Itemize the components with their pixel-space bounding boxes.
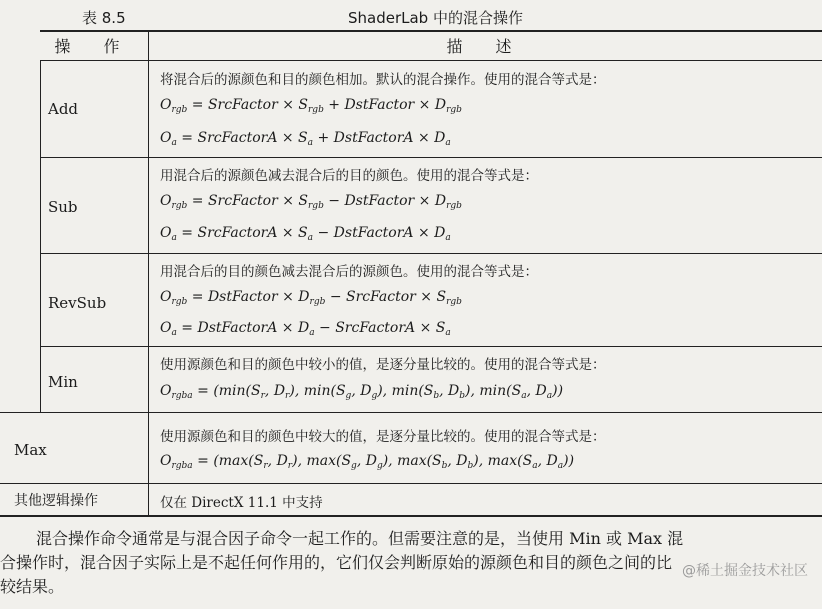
op-name: Max	[14, 441, 47, 459]
table-row-other	[0, 484, 822, 516]
table-bottom-rule	[0, 515, 822, 517]
op-description: 用混合后的源颜色减去混合后的目的颜色。使用的混合等式是：	[160, 168, 538, 184]
op-description: 使用源颜色和目的颜色中较大的值，是逐分量比较的。使用的混合等式是：	[160, 429, 606, 445]
formula-rgba: $O_{rgba} = (\max(S_r$, $D_r$), $\max(S_g$, $D_g$), $\max(S_b$, $D_b$), $\max(S_a$, $D_a$))	[160, 453, 575, 471]
op-description: 将混合后的源颜色和目的颜色相加。默认的混合操作。使用的混合等式是：	[160, 72, 606, 88]
op-name: 其他逻辑操作	[14, 493, 98, 509]
table-top-rule	[40, 30, 822, 32]
formula-alpha: $O_a$ = SrcFactorA × $S_a$ + DstFactorA × $D_a$	[160, 130, 451, 148]
paragraph-line: 混合操作命令通常是与混合因子命令一起工作的。但需要注意的是，当使用 Min 或 Max 混	[36, 529, 684, 548]
op-description: 使用源颜色和目的颜色中较小的值，是逐分量比较的。使用的混合等式是：	[160, 357, 606, 373]
table-row-max	[0, 413, 822, 483]
op-name: Add	[48, 100, 79, 118]
formula-rgb: $O_{rgb}$ = SrcFactor × $S_{rgb}$ + DstFactor × $D_{rgb}$	[160, 97, 462, 115]
op-name: RevSub	[48, 294, 107, 312]
table-row-revsub	[0, 254, 822, 347]
table-number: 表 8.5	[82, 9, 126, 27]
table-caption	[0, 6, 822, 28]
op-description: 仅在 DirectX 11.1 中支持	[160, 495, 323, 511]
header-operation: 操 作	[54, 37, 134, 56]
header-description: 描 述	[446, 37, 526, 56]
op-name: Min	[48, 373, 78, 391]
watermark: @稀土掘金技术社区	[682, 563, 808, 579]
table-row-add	[0, 60, 822, 158]
table-row-sub	[0, 158, 822, 254]
formula-rgb: $O_{rgb}$ = DstFactor × $D_{rgb}$ − SrcFactor × $S_{rgb}$	[160, 289, 462, 307]
table-row-min	[0, 347, 822, 413]
op-name: Sub	[48, 198, 78, 216]
paragraph-line: 较结果。	[0, 577, 65, 596]
op-description: 用混合后的目的颜色减去混合后的源颜色。使用的混合等式是：	[160, 264, 538, 280]
formula-alpha: $O_a$ = SrcFactorA × $S_a$ − DstFactorA × $D_a$	[160, 225, 451, 243]
paragraph-line: 合操作时，混合因子实际上是不起任何作用的，它们仅会判断原始的源颜色和目的颜色之间的比	[0, 553, 673, 572]
formula-alpha: $O_a$ = DstFactorA × $D_a$ − SrcFactorA × $S_a$	[160, 320, 451, 338]
table-title: ShaderLab 中的混合操作	[348, 9, 523, 27]
formula-rgb: $O_{rgb}$ = SrcFactor × $S_{rgb}$ − DstFactor × $D_{rgb}$	[160, 193, 462, 211]
formula-rgba: $O_{rgba} = (\min(S_r$, $D_r$), $\min(S_g$, $D_g$), $\min(S_b$, $D_b$), $\min(S_a$, $D_a$))	[160, 383, 564, 401]
